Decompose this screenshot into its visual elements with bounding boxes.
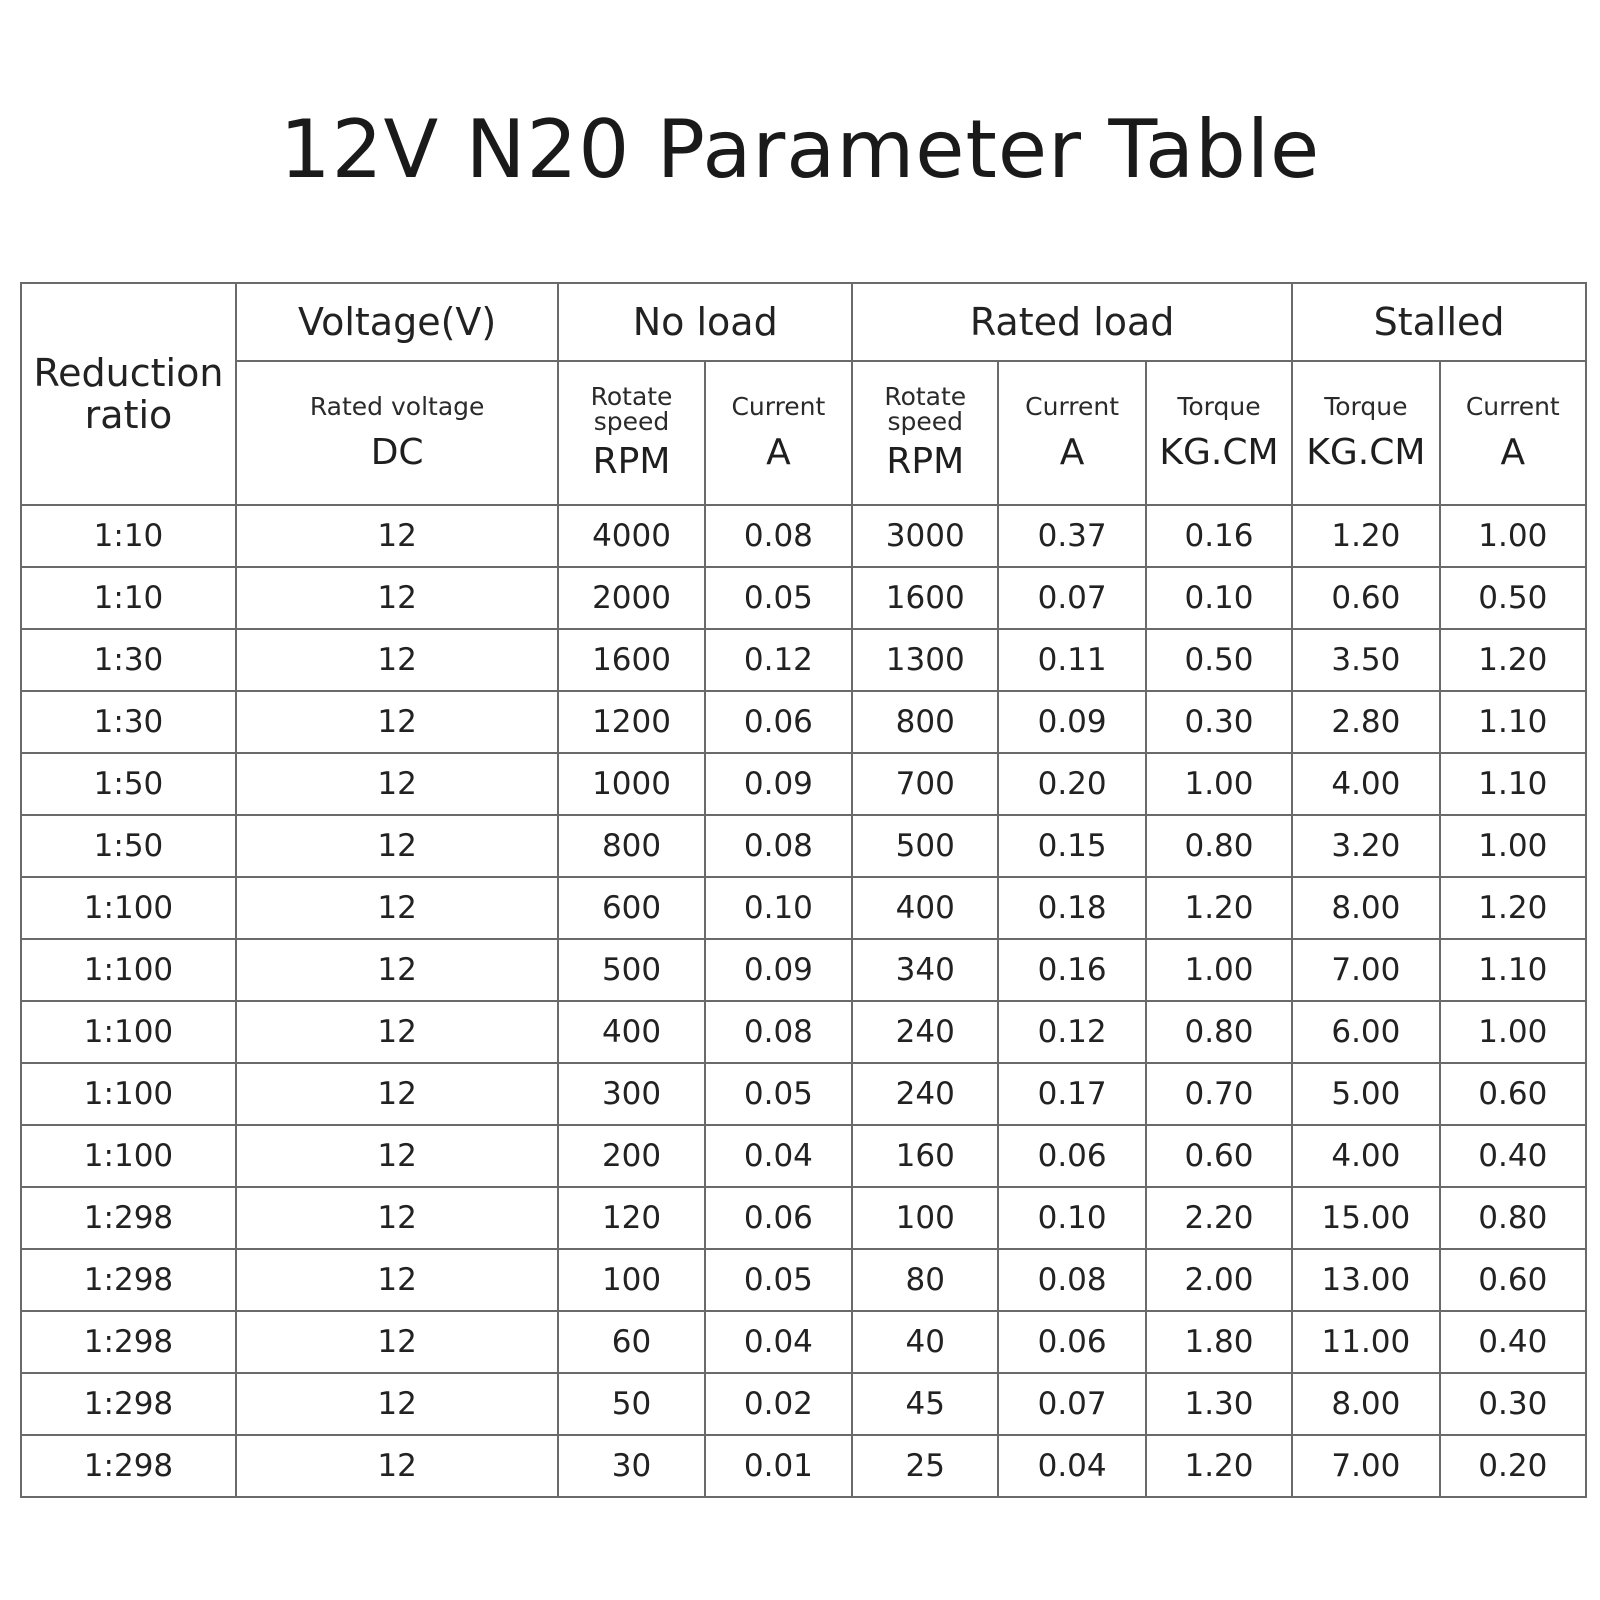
table-row (21, 1435, 1586, 1497)
header-no-load-speed-label2: speed (593, 407, 670, 436)
cell-no-load-current: 0.05 (705, 1063, 852, 1125)
header-no-load-current (705, 361, 852, 505)
cell-stalled-current: 0.20 (1440, 1435, 1586, 1497)
cell-rated-torque: 1.80 (1146, 1311, 1292, 1373)
cell-stalled-torque: 5.00 (1292, 1063, 1439, 1125)
header-rated-speed (852, 361, 998, 505)
cell-no-load-speed: 1000 (558, 753, 704, 815)
cell-no-load-current: 0.04 (705, 1311, 852, 1373)
cell-rated-speed: 700 (852, 753, 998, 815)
parameter-table (20, 282, 1587, 1498)
header-stalled-torque (1292, 361, 1439, 505)
header-stalled-current-unit: A (1500, 431, 1526, 473)
table-row (21, 1249, 1586, 1311)
header-rated-torque-label: Torque (1177, 391, 1261, 421)
cell-rated-voltage: 12 (236, 505, 558, 567)
table-row (21, 1187, 1586, 1249)
cell-reduction-ratio: 1:10 (21, 567, 236, 629)
cell-rated-current: 0.17 (998, 1063, 1145, 1125)
cell-rated-speed: 45 (852, 1373, 998, 1435)
cell-rated-current: 0.07 (998, 567, 1145, 629)
cell-rated-voltage: 12 (236, 691, 558, 753)
cell-stalled-current: 1.00 (1440, 815, 1586, 877)
cell-no-load-speed: 800 (558, 815, 704, 877)
header-reduction-ratio (21, 283, 236, 505)
cell-rated-torque: 0.80 (1146, 815, 1292, 877)
header-stalled: Stalled (1292, 283, 1586, 361)
cell-rated-speed: 1300 (852, 629, 998, 691)
cell-rated-speed: 400 (852, 877, 998, 939)
header-rated-speed-label2: speed (887, 407, 964, 436)
cell-rated-current: 0.37 (998, 505, 1145, 567)
cell-stalled-torque: 11.00 (1292, 1311, 1439, 1373)
header-rated-torque-unit: KG.CM (1159, 431, 1279, 473)
cell-rated-torque: 0.50 (1146, 629, 1292, 691)
cell-reduction-ratio: 1:100 (21, 1125, 236, 1187)
cell-no-load-current: 0.08 (705, 815, 852, 877)
cell-stalled-current: 1.20 (1440, 877, 1586, 939)
header-rated-speed-unit: RPM (886, 441, 965, 482)
cell-rated-speed: 240 (852, 1063, 998, 1125)
cell-rated-speed: 800 (852, 691, 998, 753)
cell-rated-torque: 1.00 (1146, 753, 1292, 815)
cell-rated-current: 0.11 (998, 629, 1145, 691)
table-row (21, 753, 1586, 815)
cell-no-load-speed: 2000 (558, 567, 704, 629)
header-no-load-speed-unit: RPM (592, 441, 671, 482)
cell-rated-voltage: 12 (236, 1063, 558, 1125)
cell-rated-current: 0.12 (998, 1001, 1145, 1063)
cell-rated-speed: 1600 (852, 567, 998, 629)
cell-no-load-speed: 120 (558, 1187, 704, 1249)
cell-no-load-current: 0.05 (705, 1249, 852, 1311)
cell-reduction-ratio: 1:298 (21, 1435, 236, 1497)
cell-reduction-ratio: 1:100 (21, 1001, 236, 1063)
cell-rated-current: 0.04 (998, 1435, 1145, 1497)
cell-no-load-current: 0.09 (705, 753, 852, 815)
cell-stalled-torque: 0.60 (1292, 567, 1439, 629)
cell-stalled-current: 0.80 (1440, 1187, 1586, 1249)
cell-reduction-ratio: 1:298 (21, 1249, 236, 1311)
cell-rated-torque: 1.00 (1146, 939, 1292, 1001)
table-row (21, 1311, 1586, 1373)
cell-stalled-current: 1.10 (1440, 939, 1586, 1001)
cell-rated-voltage: 12 (236, 1125, 558, 1187)
header-group-row (21, 283, 1586, 361)
table-row (21, 629, 1586, 691)
cell-no-load-current: 0.06 (705, 691, 852, 753)
cell-no-load-speed: 300 (558, 1063, 704, 1125)
cell-rated-torque: 0.70 (1146, 1063, 1292, 1125)
cell-no-load-speed: 1600 (558, 629, 704, 691)
cell-stalled-torque: 8.00 (1292, 1373, 1439, 1435)
cell-stalled-current: 1.20 (1440, 629, 1586, 691)
cell-rated-current: 0.20 (998, 753, 1145, 815)
cell-rated-speed: 80 (852, 1249, 998, 1311)
header-no-load-speed-label1: Rotate (590, 382, 673, 411)
cell-rated-torque: 0.30 (1146, 691, 1292, 753)
table-body (21, 505, 1586, 1497)
cell-rated-current: 0.06 (998, 1125, 1145, 1187)
cell-rated-voltage: 12 (236, 1373, 558, 1435)
cell-stalled-torque: 4.00 (1292, 1125, 1439, 1187)
cell-stalled-torque: 3.20 (1292, 815, 1439, 877)
cell-rated-voltage: 12 (236, 567, 558, 629)
cell-no-load-current: 0.09 (705, 939, 852, 1001)
cell-stalled-current: 0.60 (1440, 1063, 1586, 1125)
cell-no-load-speed: 50 (558, 1373, 704, 1435)
cell-rated-voltage: 12 (236, 629, 558, 691)
table-row (21, 1125, 1586, 1187)
cell-rated-voltage: 12 (236, 877, 558, 939)
cell-stalled-torque: 2.80 (1292, 691, 1439, 753)
cell-no-load-current: 0.10 (705, 877, 852, 939)
cell-no-load-current: 0.05 (705, 567, 852, 629)
header-sub-row (21, 361, 1586, 505)
cell-rated-torque: 0.80 (1146, 1001, 1292, 1063)
cell-rated-speed: 100 (852, 1187, 998, 1249)
table-row (21, 1001, 1586, 1063)
header-rated-speed-label1: Rotate (884, 382, 967, 411)
cell-stalled-current: 1.00 (1440, 505, 1586, 567)
cell-rated-voltage: 12 (236, 1435, 558, 1497)
cell-rated-speed: 240 (852, 1001, 998, 1063)
cell-stalled-current: 1.10 (1440, 691, 1586, 753)
cell-rated-current: 0.08 (998, 1249, 1145, 1311)
cell-stalled-torque: 3.50 (1292, 629, 1439, 691)
cell-rated-voltage: 12 (236, 939, 558, 1001)
cell-no-load-speed: 60 (558, 1311, 704, 1373)
cell-rated-torque: 0.60 (1146, 1125, 1292, 1187)
cell-rated-current: 0.09 (998, 691, 1145, 753)
cell-rated-speed: 3000 (852, 505, 998, 567)
cell-stalled-torque: 13.00 (1292, 1249, 1439, 1311)
cell-no-load-speed: 1200 (558, 691, 704, 753)
cell-reduction-ratio: 1:100 (21, 1063, 236, 1125)
cell-rated-speed: 500 (852, 815, 998, 877)
header-stalled-current (1440, 361, 1586, 505)
cell-stalled-current: 0.30 (1440, 1373, 1586, 1435)
cell-no-load-current: 0.08 (705, 1001, 852, 1063)
cell-rated-current: 0.15 (998, 815, 1145, 877)
cell-rated-torque: 2.00 (1146, 1249, 1292, 1311)
header-rated-voltage (236, 361, 558, 505)
page-title: 12V N20 Parameter Table (279, 103, 1321, 196)
cell-rated-speed: 340 (852, 939, 998, 1001)
cell-rated-torque: 1.20 (1146, 877, 1292, 939)
cell-no-load-current: 0.08 (705, 505, 852, 567)
cell-rated-current: 0.06 (998, 1311, 1145, 1373)
table-row (21, 815, 1586, 877)
cell-no-load-current: 0.12 (705, 629, 852, 691)
cell-stalled-current: 0.60 (1440, 1249, 1586, 1311)
cell-no-load-current: 0.06 (705, 1187, 852, 1249)
table-row (21, 877, 1586, 939)
cell-rated-voltage: 12 (236, 1311, 558, 1373)
header-rated-voltage-label: Rated voltage (309, 391, 485, 421)
header-stalled-torque-label: Torque (1324, 391, 1408, 421)
cell-rated-current: 0.16 (998, 939, 1145, 1001)
header-rated-current-label: Current (1025, 391, 1120, 421)
cell-no-load-speed: 500 (558, 939, 704, 1001)
cell-stalled-current: 0.40 (1440, 1125, 1586, 1187)
header-rated-current (998, 361, 1145, 505)
cell-stalled-current: 1.10 (1440, 753, 1586, 815)
header-stalled-torque-unit: KG.CM (1306, 431, 1426, 473)
header-rated-torque (1146, 361, 1292, 505)
cell-stalled-torque: 8.00 (1292, 877, 1439, 939)
header-rated-voltage-unit: DC (370, 431, 424, 473)
cell-no-load-speed: 100 (558, 1249, 704, 1311)
cell-rated-voltage: 12 (236, 815, 558, 877)
cell-no-load-speed: 30 (558, 1435, 704, 1497)
table-row (21, 505, 1586, 567)
cell-stalled-torque: 1.20 (1292, 505, 1439, 567)
table-row (21, 567, 1586, 629)
cell-reduction-ratio: 1:298 (21, 1373, 236, 1435)
cell-no-load-speed: 600 (558, 877, 704, 939)
header-no-load-current-label: Current (731, 391, 826, 421)
cell-rated-current: 0.10 (998, 1187, 1145, 1249)
cell-rated-torque: 1.30 (1146, 1373, 1292, 1435)
cell-stalled-torque: 4.00 (1292, 753, 1439, 815)
cell-no-load-current: 0.01 (705, 1435, 852, 1497)
header-no-load: No load (558, 283, 852, 361)
cell-rated-voltage: 12 (236, 1249, 558, 1311)
table-row (21, 939, 1586, 1001)
cell-rated-current: 0.07 (998, 1373, 1145, 1435)
cell-rated-current: 0.18 (998, 877, 1145, 939)
cell-reduction-ratio: 1:30 (21, 691, 236, 753)
header-reduction-ratio-line2: ratio (84, 393, 173, 437)
cell-rated-voltage: 12 (236, 1001, 558, 1063)
header-rated-load: Rated load (852, 283, 1292, 361)
table-row (21, 1063, 1586, 1125)
header-no-load-speed (558, 361, 704, 505)
cell-reduction-ratio: 1:298 (21, 1187, 236, 1249)
cell-stalled-current: 1.00 (1440, 1001, 1586, 1063)
table-row (21, 691, 1586, 753)
cell-stalled-torque: 7.00 (1292, 1435, 1439, 1497)
cell-reduction-ratio: 1:100 (21, 939, 236, 1001)
header-rated-current-unit: A (1059, 431, 1085, 473)
cell-no-load-speed: 4000 (558, 505, 704, 567)
cell-stalled-torque: 15.00 (1292, 1187, 1439, 1249)
cell-no-load-current: 0.02 (705, 1373, 852, 1435)
cell-rated-torque: 1.20 (1146, 1435, 1292, 1497)
cell-reduction-ratio: 1:10 (21, 505, 236, 567)
cell-rated-speed: 40 (852, 1311, 998, 1373)
cell-rated-voltage: 12 (236, 1187, 558, 1249)
header-reduction-ratio-line1: Reduction (33, 351, 224, 395)
cell-stalled-current: 0.50 (1440, 567, 1586, 629)
cell-no-load-speed: 400 (558, 1001, 704, 1063)
cell-stalled-current: 0.40 (1440, 1311, 1586, 1373)
cell-rated-torque: 0.16 (1146, 505, 1292, 567)
cell-rated-torque: 0.10 (1146, 567, 1292, 629)
cell-stalled-torque: 7.00 (1292, 939, 1439, 1001)
cell-stalled-torque: 6.00 (1292, 1001, 1439, 1063)
cell-reduction-ratio: 1:50 (21, 815, 236, 877)
cell-reduction-ratio: 1:298 (21, 1311, 236, 1373)
header-voltage: Voltage(V) (236, 283, 558, 361)
table-row (21, 1373, 1586, 1435)
cell-rated-torque: 2.20 (1146, 1187, 1292, 1249)
cell-reduction-ratio: 1:50 (21, 753, 236, 815)
cell-no-load-speed: 200 (558, 1125, 704, 1187)
header-no-load-current-unit: A (766, 431, 791, 473)
cell-no-load-current: 0.04 (705, 1125, 852, 1187)
cell-rated-speed: 160 (852, 1125, 998, 1187)
cell-reduction-ratio: 1:30 (21, 629, 236, 691)
cell-rated-speed: 25 (852, 1435, 998, 1497)
cell-rated-voltage: 12 (236, 753, 558, 815)
cell-reduction-ratio: 1:100 (21, 877, 236, 939)
header-stalled-current-label: Current (1465, 391, 1560, 421)
